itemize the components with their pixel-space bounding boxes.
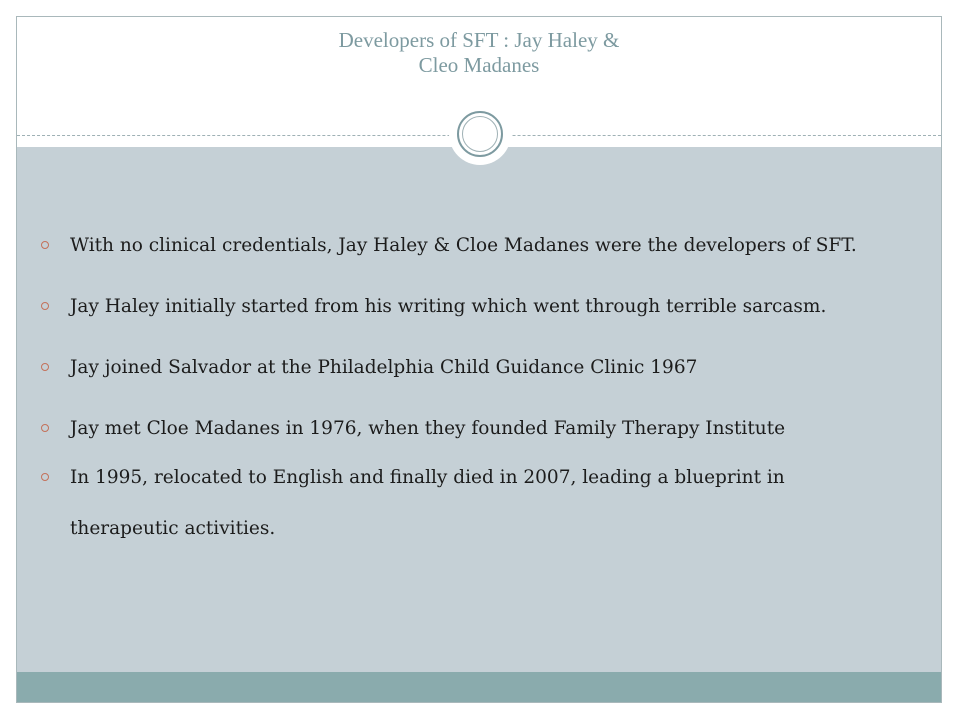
hollow-circle-bullet-icon [41,424,49,432]
slide-title-line-1: Developers of SFT : Jay Haley & [338,28,620,52]
emblem-ring [457,111,503,157]
hollow-circle-bullet-icon [41,363,49,371]
hollow-circle-bullet-icon [41,241,49,249]
slide [16,16,942,703]
bullet-text-2: Jay Haley initially started from his writing which went through terrible sarcasm. [70,296,827,317]
bullet-text-1: With no clinical credentials, Jay Haley & Cloe Madanes were the developers of SFT. [70,235,857,256]
content-area [17,147,941,672]
bullet-text-3: Jay joined Salvador at the Philadelphia Child Guidance Clinic 1967 [70,357,698,378]
slide-title-line-2: Cleo Madanes [418,53,540,77]
hollow-circle-bullet-icon [41,473,49,481]
hollow-circle-bullet-icon [41,302,49,310]
footer-band [17,672,941,703]
circle-emblem-icon [449,103,511,165]
bullet-text-4: Jay met Cloe Madanes in 1976, when they founded Family Therapy Institute [70,418,786,439]
bullet-text-5: In 1995, relocated to English and finally died in 2007, leading a blueprint in therapeutic activities. [70,467,785,539]
slide-title [17,17,941,78]
emblem-inner-ring [462,116,498,152]
